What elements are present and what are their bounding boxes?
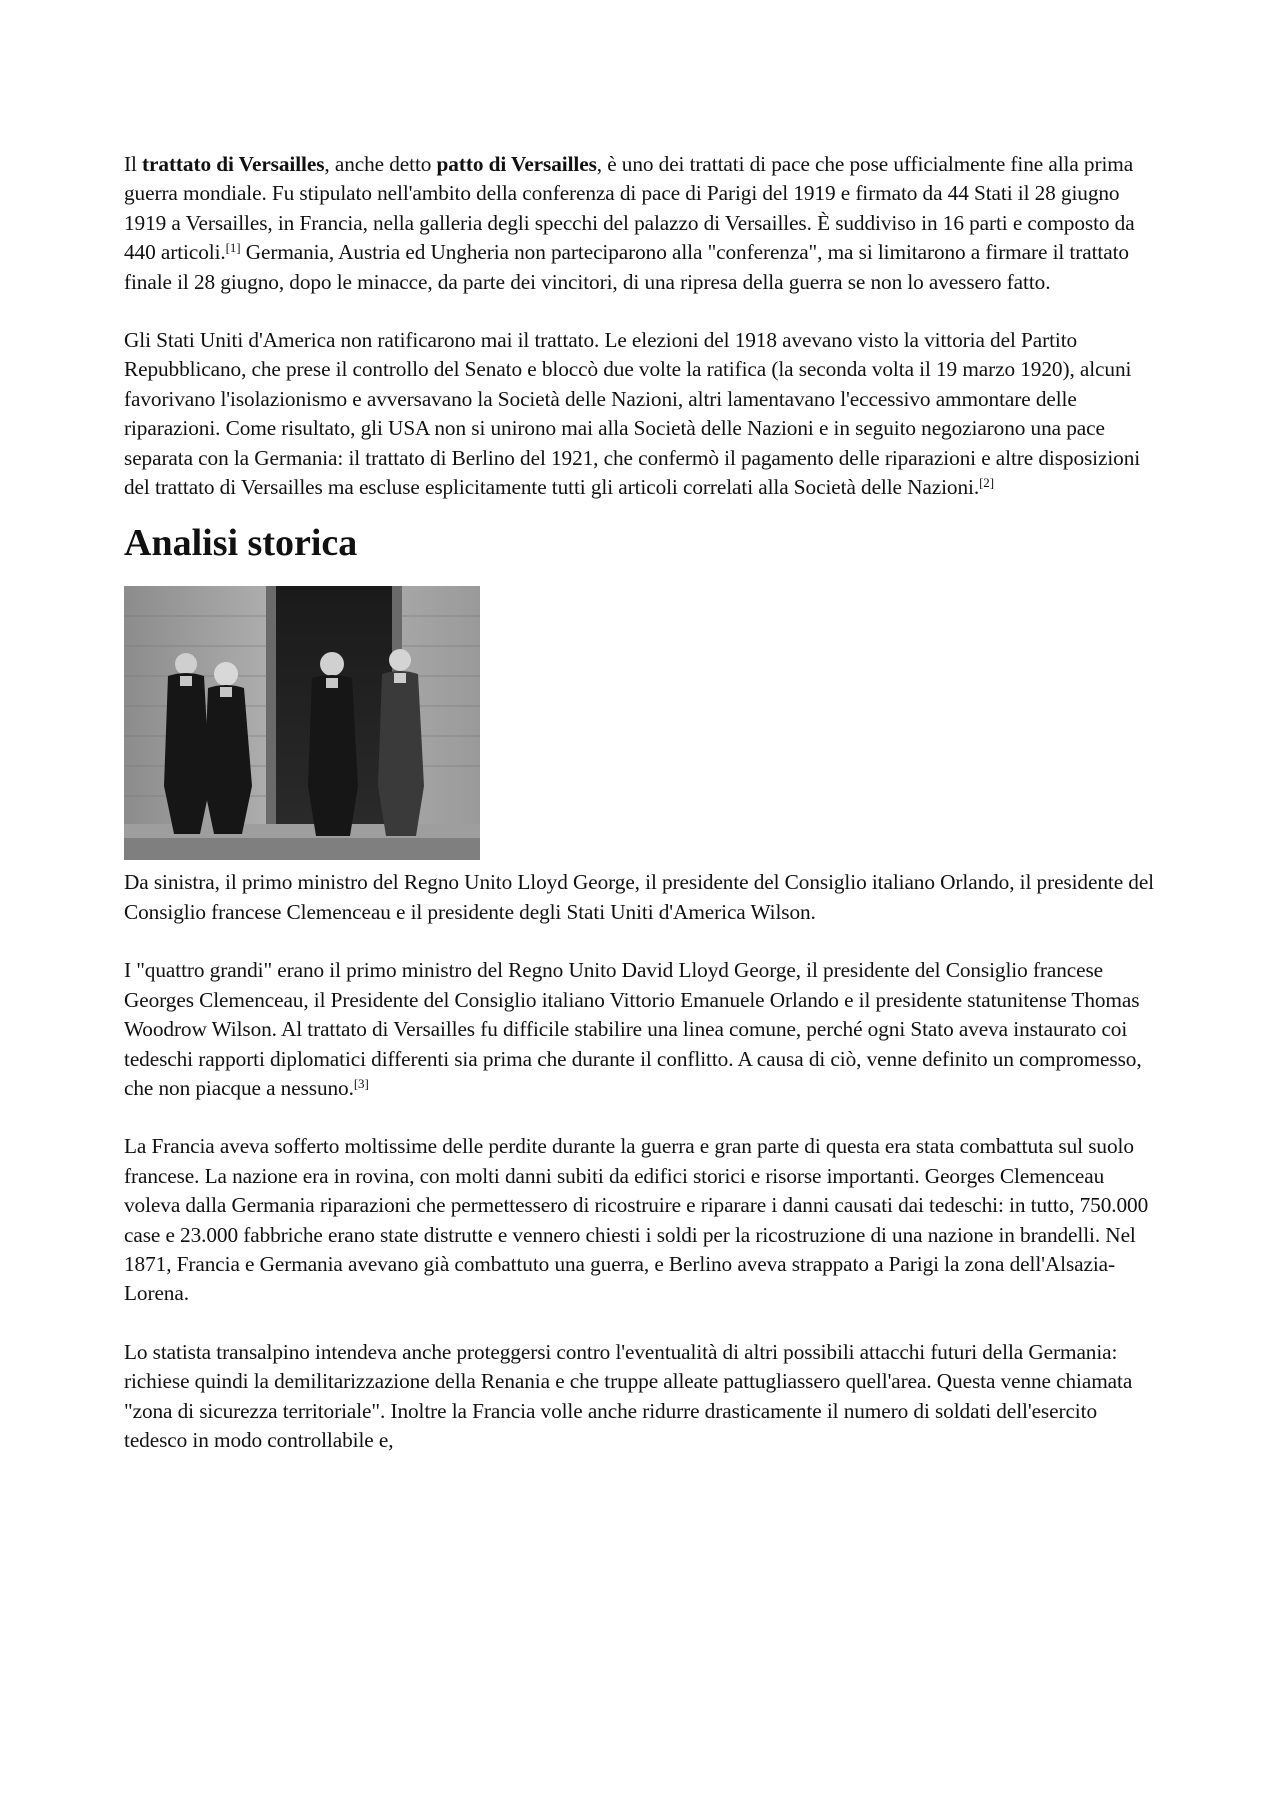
historical-photo bbox=[124, 586, 480, 860]
paragraph-gap bbox=[124, 927, 1164, 956]
intro-paragraph-1 bbox=[124, 150, 1164, 297]
text-run: Il bbox=[124, 152, 143, 176]
section-paragraph-1 bbox=[124, 956, 1164, 1103]
section-paragraph-3: Lo statista transalpino intendeva anche proteggersi contro l'eventualità di altri possibili attacchi futuri della Germania: richiese quindi la demilitarizzazione della Renania e che truppe alleate pattugliassero quell'area. Questa venne chiamata "zona di sicurezza territoriale". Inoltre la Francia volle anche ridurre drasticamente il numero di soldati dell'esercito tedesco in modo controllabile e, bbox=[124, 1339, 1133, 1452]
text-run: , è uno dei trattati di pace che pose ufficialmente fine alla prima guerra mondiale. Fu stipulato nell'ambito della conferenza di pace di Parigi del 1919 e firmato da 44 Stati il 28 giugno 1919 a Versailles, in Francia, nella galleria degli specchi del palazzo di Versailles. È suddiviso in 16 parti e composto da 440 articoli. bbox=[124, 152, 1135, 265]
paragraph-gap bbox=[124, 1309, 1164, 1338]
text-run: , anche detto bbox=[324, 152, 437, 176]
intro-paragraph-2 bbox=[124, 326, 1164, 502]
text-run: Gli Stati Uniti d'America non ratificarono mai il trattato. Le elezioni del 1918 avevano visto la vittoria del Partito Repubblicano, che prese il controllo del Senato e bloccò due volte la ratifica (la seconda volta il 19 marzo 1920), alcuni favorivano l'isolazionismo e avversavano la Società delle Nazioni, altri lamentavano l'eccessivo ammontare delle riparazioni. Come risultato, gli USA non si unirono mai alla Società delle Nazioni e in seguito negoziarono una pace separata con la Germania: il trattato di Berlino del 1921, che confermò il pagamento delle riparazioni e altre disposizioni del trattato di Versailles ma escluse esplicitamente tutti gli articoli correlati alla Società delle Nazioni. bbox=[124, 328, 1141, 500]
footnote-ref-3[interactable]: [3] bbox=[353, 1075, 369, 1091]
footnote-ref-1[interactable]: [1] bbox=[225, 240, 241, 256]
text-run: I "quattro grandi" erano il primo ministro del Regno Unito David Lloyd George, il presidente del Consiglio francese Georges Clemenceau, il Presidente del Consiglio italiano Vittorio Emanuele Orlando e il presidente statunitense Thomas Woodrow Wilson. Al trattato di Versailles fu difficile stabilire una linea comune, perché ogni Stato aveva instaurato coi tedeschi rapporti diplomatici differenti sia prima che durante il conflitto. A causa di ciò, venne definito un compromesso, che non piacque a nessuno. bbox=[124, 958, 1142, 1100]
bold-term-trattato: trattato di Versailles bbox=[142, 152, 325, 176]
text-run: Germania, Austria ed Ungheria non parteciparono alla "conferenza", ma si limitarono a firmare il trattato finale il 28 giugno, dopo le minacce, da parte dei vincitori, di una ripresa della guerra se non lo avessero fatto. bbox=[124, 240, 1129, 294]
section-heading: Analisi storica bbox=[124, 522, 358, 565]
paragraph-gap bbox=[124, 1103, 1164, 1132]
paragraph-gap bbox=[124, 297, 1164, 326]
photo-caption: Da sinistra, il primo ministro del Regno Unito Lloyd George, il presidente del Consiglio italiano Orlando, il presidente del Consiglio francese Clemenceau e il presidente degli Stati Uniti d'America Wilson. bbox=[124, 870, 1154, 924]
bold-term-patto: patto di Versailles bbox=[436, 152, 597, 176]
footnote-ref-2[interactable]: [2] bbox=[979, 475, 994, 491]
section-paragraph-2: La Francia aveva sofferto moltissime delle perdite durante la guerra e gran parte di questa era stata combattuta sul suolo francese. La nazione era in rovina, con molti danni subiti da edifici storici e risorse importanti. Georges Clemenceau voleva dalla Germania riparazioni che permettessero di ricostruire e riparare i danni causati dai tedeschi: in tutto, 750.000 case e 23.000 fabbriche erano state distrutte e vennero chiesti i soldi per la ricostruzione di una nazione in brandelli. Nel 1871, Francia e Germania avevano già combattuto una guerra, e Berlino aveva strappato a Parigi la zona dell'Alsazia-Lorena. bbox=[124, 1134, 1149, 1306]
article-body bbox=[124, 150, 1164, 1455]
